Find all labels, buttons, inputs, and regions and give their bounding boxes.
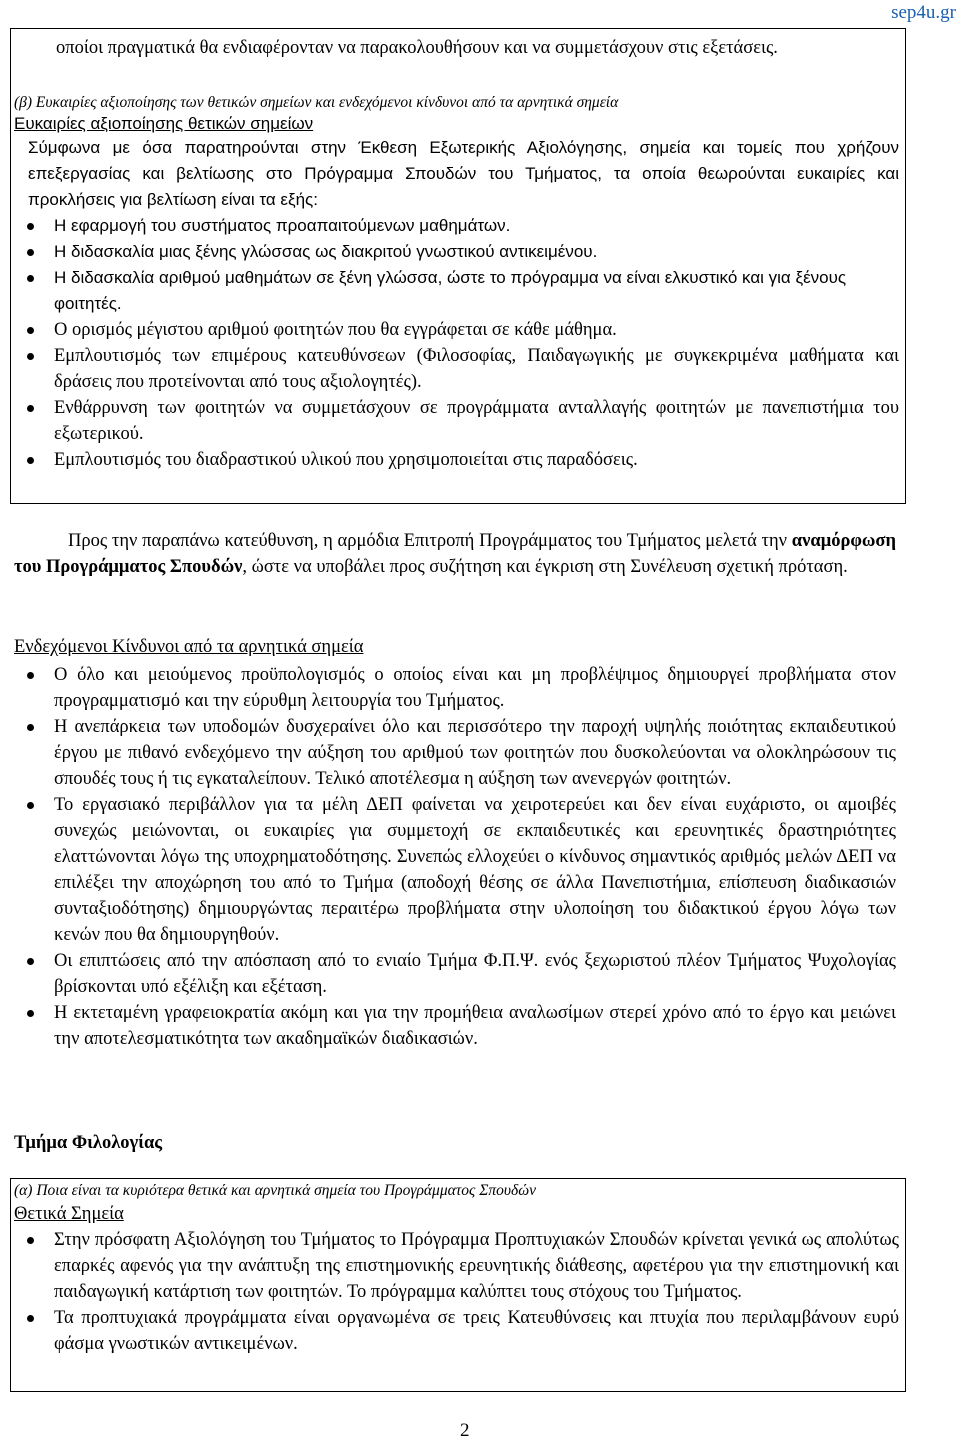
direction-text-1: Προς την παραπάνω κατεύθυνση, η αρμόδια Επιτροπή Προγράμματος του Τμήματος μελετά την bbox=[68, 531, 792, 551]
direction-text-2: , ώστε να υποβάλει προς συζήτηση και έγκριση στη Συνέλευση σχετική πρόταση. bbox=[242, 557, 848, 577]
list-item: Η διδασκαλία μιας ξένης γλώσσας ως διακριτού γνωστικού αντικειμένου. bbox=[14, 239, 899, 265]
philology-box bbox=[10, 1178, 906, 1392]
watermark: sep4u.gr bbox=[891, 2, 956, 23]
list-item: Ο όλο και μειούμενος προϋπολογισμός ο οποίος είναι και μη προβλέψιμος δημιουργεί προβλήματα στον προγραμματισμό και την εύρυθμη λειτουργία του Τμήματος. bbox=[14, 662, 896, 714]
list-item: Στην πρόσφατη Αξιολόγηση του Τμήματος το Πρόγραμμα Προπτυχιακών Σπουδών κρίνεται γενικά ως απολύτως επαρκές αφενός για την ανάπτυξη της επιστημονικής ερευνητικής διάθεσης, αφετέρου για την επιστημονική και παιδαγωγική κατάρτιση των φοιτητών. Το πρόγραμμα καλύπτει τους στόχους του Τμήματος. bbox=[14, 1227, 899, 1305]
risks-heading: Ενδεχόμενοι Κίνδυνοι από τα αρνητικά σημεία bbox=[14, 637, 364, 657]
philology-heading: Τμήμα Φιλολογίας bbox=[14, 1133, 163, 1153]
risks-list bbox=[14, 662, 896, 1052]
intro-paragraph: οποίοι πραγματικά θα ενδιαφέρονταν να παρακολουθήσουν και να συμμετάσχουν στις εξετάσεις. bbox=[56, 38, 778, 58]
list-item: Ο ορισμός μέγιστου αριθμού φοιτητών που θα εγγράφεται σε κάθε μάθημα. bbox=[14, 317, 899, 343]
page-number: 2 bbox=[460, 1420, 470, 1441]
opportunities-list-serif bbox=[14, 317, 899, 473]
opportunities-paragraph: Σύμφωνα με όσα παρατηρούνται στην Έκθεση Εξωτερικής Αξιολόγησης, σημεία και τομείς που χρήζουν επεξεργασίας και βελτίωσης στο Πρόγραμμα Σπουδών του Τμήματος, τα οποία θεωρούνται ευκαιρίες και προκλήσεις για βελτίωση είναι τα εξής: bbox=[28, 138, 899, 209]
list-item: Η εκτεταμένη γραφειοκρατία ακόμη και για την προμήθεια αναλωσίμων στερεί χρόνο από το έργο και μειώνει την αποτελεσματικότητα των ακαδημαϊκών διαδικασιών. bbox=[14, 1000, 896, 1052]
question-a: (α) Ποια είναι τα κυριότερα θετικά και αρνητικά σημεία του Προγράμματος Σπουδών bbox=[14, 1182, 536, 1199]
direction-paragraph bbox=[14, 528, 896, 580]
list-item: Η εφαρμογή του συστήματος προαπαιτούμενων μαθημάτων. bbox=[14, 213, 899, 239]
risks-section bbox=[14, 634, 896, 1052]
question-b: (β) Ευκαιρίες αξιοποίησης των θετικών σημείων και ενδεχόμενοι κίνδυνοι από τα αρνητικά σημεία bbox=[14, 94, 619, 111]
list-item: Ενθάρρυνση των φοιτητών να συμμετάσχουν σε προγράμματα ανταλλαγής φοιτητών με πανεπιστήμια του εξωτερικού. bbox=[14, 395, 899, 447]
positive-points-heading: Θετικά Σημεία bbox=[14, 1204, 124, 1224]
list-item: Εμπλουτισμός των επιμέρους κατευθύνσεων (Φιλοσοφίας, Παιδαγωγικής με συγκεκριμένα μαθήματα και δράσεις που προτείνονται από τους αξιολογητές). bbox=[14, 343, 899, 395]
list-item: Τα προπτυχιακά προγράμματα είναι οργανωμένα σε τρεις Κατευθύνσεις και πτυχία που περιλαμβάνουν ευρύ φάσμα γνωστικών αντικειμένων. bbox=[14, 1305, 899, 1357]
direction-bold: αναμόρφωση του Προγράμματος Σπουδών bbox=[14, 531, 896, 577]
positive-points-list bbox=[14, 1227, 899, 1357]
list-item: Η διδασκαλία αριθμού μαθημάτων σε ξένη γλώσσα, ώστε το πρόγραμμα να είναι ελκυστικό και για ξένους φοιτητές. bbox=[14, 265, 899, 317]
opportunities-box bbox=[10, 28, 906, 504]
list-item: Η ανεπάρκεια των υποδομών δυσχεραίνει όλο και περισσότερο την παροχή υψηλής ποιότητας εκπαιδευτικού έργου με πιθανό ενδεχόμενο την αύξηση του αριθμού των φοιτητών που δυσκολεύονται να ολοκληρώσουν τις σπουδές τους ή τις εγκαταλείπουν. Τελικό αποτέλεσμα η αύξηση των ανενεργών φοιτητών. bbox=[14, 714, 896, 792]
opportunities-heading: Ευκαιρίες αξιοποίησης θετικών σημείων bbox=[14, 114, 314, 133]
opportunities-list-sans bbox=[14, 213, 899, 317]
list-item: Οι επιπτώσεις από την απόσπαση από το ενιαίο Τμήμα Φ.Π.Ψ. ενός ξεχωριστού πλέον Τμήματος Ψυχολογίας βρίσκονται υπό εξέλιξη και εξέταση. bbox=[14, 948, 896, 1000]
list-item: Εμπλουτισμός του διαδραστικού υλικού που χρησιμοποιείται στις παραδόσεις. bbox=[14, 447, 899, 473]
list-item: Το εργασιακό περιβάλλον για τα μέλη ΔΕΠ φαίνεται να χειροτερεύει και δεν είναι ευχάριστο, οι αμοιβές συνεχώς μειώνονται, οι ευκαιρίες για συμμετοχή σε εκπαιδευτικές και ερευνητικές δραστηριότητες ελαττώνονται λόγω της υποχρηματοδότησης. Συνεπώς ελλοχεύει ο κίνδυνος σημαντικός αριθμός μελών ΔΕΠ να επιλέξει την αποχώρηση του από το Τμήμα (αποδοχή θέσης σε άλλα Πανεπιστήμια, επίσπευση διαδικασιών συνταξιοδότησης) δημιουργώντας περαιτέρω προβλήματα στην υλοποίηση του διδακτικού έργου λόγω των κενών που θα δημιουργηθούν. bbox=[14, 792, 896, 948]
